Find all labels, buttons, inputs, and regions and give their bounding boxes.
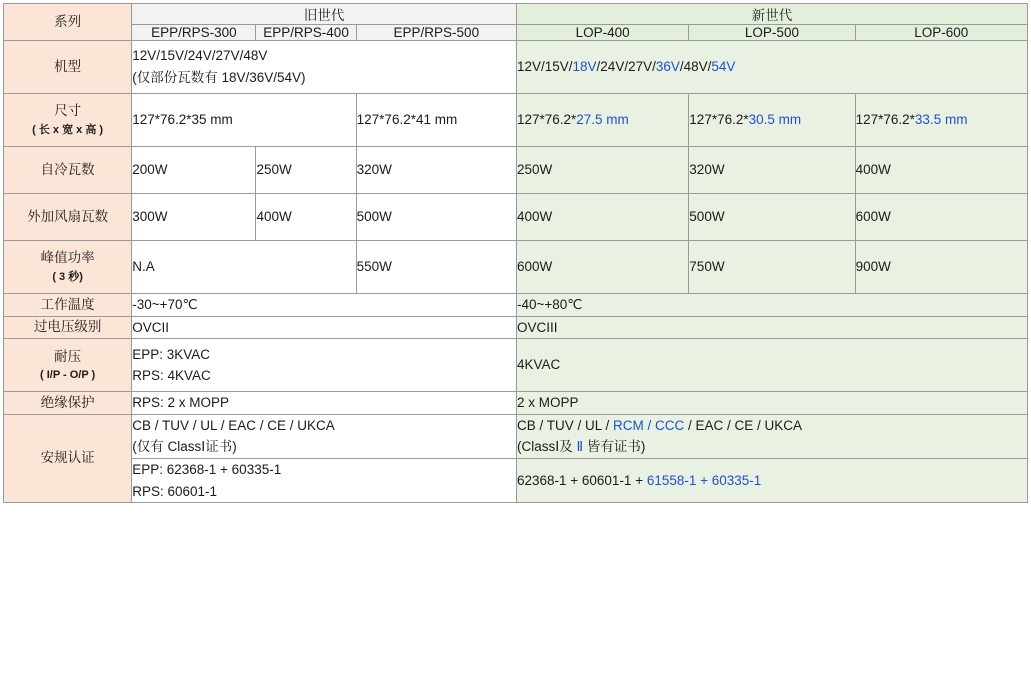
table-row-operating-temp xyxy=(4,294,1028,317)
withstand-old-line2: RPS: 4KVAC xyxy=(132,368,211,384)
row-label-withstand-voltage-sub: ( I/P - O/P ) xyxy=(40,368,96,381)
model-epp-rps-400: EPP/RPS-400 xyxy=(256,25,356,41)
model-type-new-part-0: 12V/15V/ xyxy=(516,59,573,75)
safety-old2-line2: RPS: 60601-1 xyxy=(132,483,218,499)
row-label-convection-watt: 自冷瓦数 xyxy=(4,147,132,194)
dimensions-lop400-part-1: 27.5 mm xyxy=(576,112,629,128)
table-row-convection-watt xyxy=(4,147,1028,194)
cell-safety-cert-old-1 xyxy=(132,414,517,458)
cell-isolation-old: RPS: 2 x MOPP xyxy=(132,392,517,415)
cell-operating-temp-new: -40~+80℃ xyxy=(516,294,1027,317)
model-type-new-part-2: /24V/27V/ xyxy=(596,59,656,75)
cell-convection-lop500: 320W xyxy=(689,147,855,194)
cell-peak-lop500: 750W xyxy=(689,241,855,294)
row-label-model-type: 机型 xyxy=(4,41,132,94)
cell-convection-old-300: 200W xyxy=(132,147,256,194)
cell-ovc-old: OVCII xyxy=(132,316,517,339)
cell-forcedair-lop600: 600W xyxy=(855,194,1027,241)
model-type-new-part-5: 54V xyxy=(711,59,736,75)
safety-new-line2-part-2: 皆有证书) xyxy=(583,439,646,455)
row-label-safety-cert: 安规认证 xyxy=(4,414,132,502)
safety-old-line2: (仅有 ClassⅠ证书) xyxy=(132,439,237,455)
safety-new2-part-1: 61558-1 + 60335-1 xyxy=(646,472,762,488)
cell-dimensions-lop500 xyxy=(689,94,855,147)
dimensions-lop500-part-0: 127*76.2* xyxy=(689,112,749,128)
cell-dimensions-old-b: 127*76.2*41 mm xyxy=(356,94,516,147)
cell-peak-old-550: 550W xyxy=(356,241,516,294)
row-label-forced-air-watt: 外加风扇瓦数 xyxy=(4,194,132,241)
cell-convection-old-400: 250W xyxy=(256,147,356,194)
row-label-withstand-voltage xyxy=(4,339,132,392)
model-lop-600: LOP-600 xyxy=(855,25,1027,41)
table-row-isolation xyxy=(4,392,1028,415)
withstand-old-line1: EPP: 3KVAC xyxy=(132,346,211,362)
row-label-peak-power-text: 峰值功率 xyxy=(40,250,95,266)
table-row-model-type xyxy=(4,41,1028,94)
cell-peak-old-na: N.A xyxy=(132,241,356,294)
row-label-dimensions-sub: ( 长 x 宽 x 高 ) xyxy=(32,123,104,136)
model-epp-rps-500: EPP/RPS-500 xyxy=(356,25,516,41)
cell-forcedair-old-500: 500W xyxy=(356,194,516,241)
cell-withstand-old xyxy=(132,339,517,392)
model-lop-400: LOP-400 xyxy=(516,25,688,41)
table-row-withstand-voltage xyxy=(4,339,1028,392)
model-epp-rps-300: EPP/RPS-300 xyxy=(132,25,256,41)
model-type-old-line2: (仅部份瓦数有 18V/36V/54V) xyxy=(132,70,306,85)
row-label-isolation: 绝缘保护 xyxy=(4,392,132,415)
safety-new-line2-part-1: Ⅱ xyxy=(576,439,584,455)
cell-model-type-old xyxy=(132,41,517,94)
row-label-ovc: 过电压级别 xyxy=(4,316,132,339)
safety-new-line1 xyxy=(517,415,1027,437)
table-row-ovc xyxy=(4,316,1028,339)
row-label-peak-power xyxy=(4,241,132,294)
dimensions-lop500-part-1: 30.5 mm xyxy=(748,112,802,128)
dimensions-lop600-part-1: 33.5 mm xyxy=(914,112,968,128)
model-lop-500: LOP-500 xyxy=(689,25,855,41)
cell-ovc-new: OVCIII xyxy=(516,316,1027,339)
specification-table xyxy=(3,3,1028,503)
row-label-operating-temp: 工作温度 xyxy=(4,294,132,317)
safety-new-line1-part-2: / EAC / CE / UKCA xyxy=(684,417,803,433)
dimensions-lop400-part-0: 127*76.2* xyxy=(516,112,577,128)
cell-dimensions-lop400 xyxy=(516,94,688,147)
cell-forcedair-lop500: 500W xyxy=(689,194,855,241)
cell-safety-cert-new-1 xyxy=(516,414,1027,458)
row-label-dimensions-text: 尺寸 xyxy=(54,103,82,119)
cell-model-type-new xyxy=(516,41,1027,94)
cell-isolation-new: 2 x MOPP xyxy=(516,392,1027,415)
model-type-new-part-1: 18V xyxy=(572,59,597,75)
row-label-peak-power-sub: ( 3 秒) xyxy=(52,270,83,283)
table-row-peak-power xyxy=(4,241,1028,294)
safety-new-line1-part-1: RCM / CCC xyxy=(613,417,685,433)
cell-operating-temp-old: -30~+70℃ xyxy=(132,294,517,317)
cell-convection-lop600: 400W xyxy=(855,147,1027,194)
row-label-dimensions xyxy=(4,94,132,147)
row-label-withstand-voltage-text: 耐压 xyxy=(54,348,82,364)
row-header-series: 系列 xyxy=(4,4,132,41)
table-row-safety-cert-1 xyxy=(4,414,1028,458)
model-type-new-part-4: /48V/ xyxy=(679,59,712,75)
cell-forcedair-lop400: 400W xyxy=(516,194,688,241)
cell-dimensions-lop600 xyxy=(855,94,1027,147)
dimensions-lop600-part-0: 127*76.2* xyxy=(855,112,915,128)
cell-dimensions-old-a: 127*76.2*35 mm xyxy=(132,94,356,147)
cell-forcedair-old-400: 400W xyxy=(256,194,356,241)
group-header-new: 新世代 xyxy=(516,4,1027,25)
safety-old2-line1: EPP: 62368-1 + 60335-1 xyxy=(132,461,282,477)
cell-peak-lop400: 600W xyxy=(516,241,688,294)
group-header-old: 旧世代 xyxy=(132,4,517,25)
table-row-group-header xyxy=(4,4,1028,25)
cell-peak-lop600: 900W xyxy=(855,241,1027,294)
table-row-dimensions xyxy=(4,94,1028,147)
cell-safety-cert-new-2 xyxy=(516,458,1027,502)
model-type-old-line1: 12V/15V/24V/27V/48V xyxy=(132,48,268,64)
model-type-new-part-3: 36V xyxy=(655,59,680,75)
cell-withstand-new: 4KVAC xyxy=(516,339,1027,392)
cell-forcedair-old-300: 300W xyxy=(132,194,256,241)
cell-convection-old-500: 320W xyxy=(356,147,516,194)
safety-new-line2 xyxy=(517,436,1027,458)
safety-new-line2-part-0: (ClassⅠ及 xyxy=(516,439,577,455)
safety-new2-part-0: 62368-1 + 60601-1 + xyxy=(516,472,647,488)
cell-safety-cert-old-2 xyxy=(132,458,517,502)
cell-convection-lop400: 250W xyxy=(516,147,688,194)
safety-new-line1-part-0: CB / TUV / UL / xyxy=(516,417,613,433)
model-type-new-parts xyxy=(517,59,735,74)
safety-old-line1: CB / TUV / UL / EAC / CE / UKCA xyxy=(132,417,335,433)
table-row-forced-air-watt xyxy=(4,194,1028,241)
table-row-safety-cert-2 xyxy=(4,458,1028,502)
table-row-models xyxy=(4,25,1028,41)
